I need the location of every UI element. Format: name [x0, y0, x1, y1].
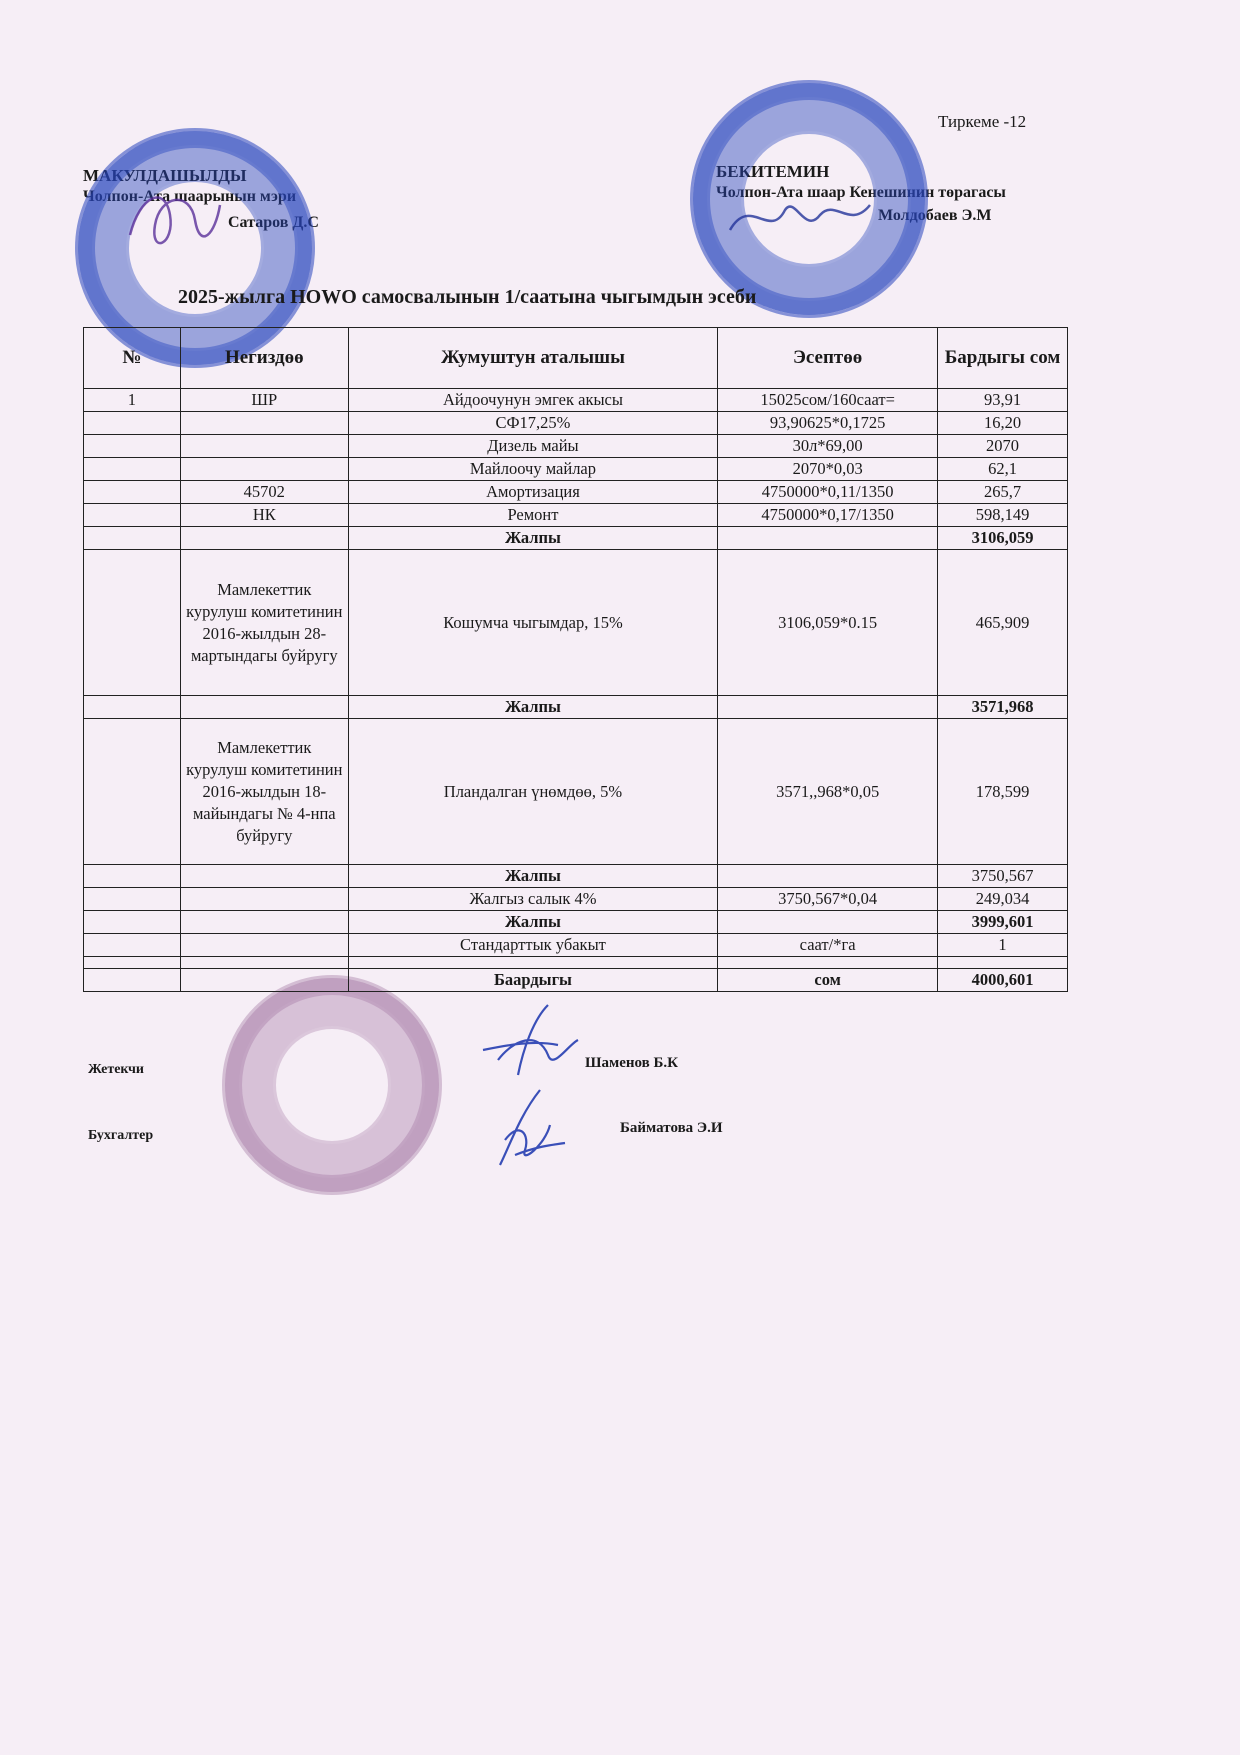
cell-total: 249,034 [938, 888, 1068, 911]
attachment-label: Тиркеме -12 [938, 112, 1027, 131]
cell-calculation [718, 696, 938, 719]
cell-number [84, 696, 181, 719]
cell-basis [180, 527, 348, 550]
cell-basis [180, 696, 348, 719]
cell-number: 1 [84, 389, 181, 412]
cell-calculation: 3106,059*0.15 [718, 550, 938, 696]
table-row [84, 550, 1068, 696]
cell-basis: НК [180, 504, 348, 527]
cell-basis: Мамлекеттик курулуш комитетинин 2016-жылдын 28-мартындагы буйругу [180, 550, 348, 696]
table-row [84, 888, 1068, 911]
table-row [84, 412, 1068, 435]
cell-total: 3571,968 [938, 696, 1068, 719]
cell-total: 93,91 [938, 389, 1068, 412]
cell-calculation [718, 911, 938, 934]
cell-number [84, 957, 181, 969]
cell-total: 16,20 [938, 412, 1068, 435]
header-calculation: Эсептөө [718, 328, 938, 389]
left-approval-name: Сатаров Д.С [228, 214, 319, 231]
cell-total: 1 [938, 934, 1068, 957]
cell-total: 3999,601 [938, 911, 1068, 934]
cell-total: 2070 [938, 435, 1068, 458]
cell-basis [180, 458, 348, 481]
cell-work-name: Кошумча чыгымдар, 15% [348, 550, 717, 696]
cell-calculation [718, 865, 938, 888]
cell-work-name: Баардыгы [348, 969, 717, 992]
header-work-name: Жумуштун аталышы [348, 328, 717, 389]
right-approval-heading: БЕКИТЕМИН [716, 162, 830, 181]
subtotal-row [84, 865, 1068, 888]
empty-row [84, 957, 1068, 969]
table-row [84, 435, 1068, 458]
cell-number [84, 504, 181, 527]
cell-basis [180, 957, 348, 969]
cell-work-name: Жалпы [348, 865, 717, 888]
cell-calculation: 30л*69,00 [718, 435, 938, 458]
document-title: 2025-жылга HOWO самосвалынын 1/саатына чыгымдын эсеби [178, 286, 757, 308]
cell-basis [180, 412, 348, 435]
cell-work-name: Амортизация [348, 481, 717, 504]
subtotal-row [84, 911, 1068, 934]
cell-total: 598,149 [938, 504, 1068, 527]
grand-total-row [84, 969, 1068, 992]
cell-number [84, 435, 181, 458]
cell-calculation [718, 957, 938, 969]
cell-work-name: Пландалган үнөмдөө, 5% [348, 719, 717, 865]
cell-total: 465,909 [938, 550, 1068, 696]
table-header-row [84, 328, 1068, 389]
cell-total: 3750,567 [938, 865, 1068, 888]
cell-number [84, 481, 181, 504]
cell-work-name: Айдоочунун эмгек акысы [348, 389, 717, 412]
cell-number [84, 888, 181, 911]
cell-work-name: Жалпы [348, 911, 717, 934]
cell-basis [180, 911, 348, 934]
cell-number [84, 719, 181, 865]
cell-basis [180, 865, 348, 888]
head-label: Жетекчи [88, 1062, 144, 1077]
cell-basis [180, 934, 348, 957]
table-row [84, 389, 1068, 412]
cell-calculation: 3750,567*0,04 [718, 888, 938, 911]
table-row [84, 458, 1068, 481]
cell-calculation: 4750000*0,17/1350 [718, 504, 938, 527]
cell-work-name [348, 957, 717, 969]
cell-number [84, 550, 181, 696]
cell-work-name: Стандарттык убакыт [348, 934, 717, 957]
cell-work-name: Ремонт [348, 504, 717, 527]
cell-calculation: 2070*0,03 [718, 458, 938, 481]
cell-number [84, 969, 181, 992]
cell-total [938, 957, 1068, 969]
cell-number [84, 458, 181, 481]
accountant-name: Байматова Э.И [620, 1120, 723, 1136]
cell-basis [180, 888, 348, 911]
cell-total: 3106,059 [938, 527, 1068, 550]
subtotal-row [84, 696, 1068, 719]
table-row [84, 504, 1068, 527]
left-approval-position: Чолпон-Ата шаарынын мэри [83, 188, 297, 205]
cell-basis [180, 969, 348, 992]
cell-calculation: 3571,,968*0,05 [718, 719, 938, 865]
cell-calculation: 4750000*0,11/1350 [718, 481, 938, 504]
cell-basis [180, 435, 348, 458]
accountant-label: Бухгалтер [88, 1128, 154, 1143]
cell-basis: 45702 [180, 481, 348, 504]
cell-basis: ШР [180, 389, 348, 412]
cell-number [84, 527, 181, 550]
cell-total: 4000,601 [938, 969, 1068, 992]
header-total: Бардыгы сом [938, 328, 1068, 389]
enterprise-seal-stamp [222, 975, 442, 1195]
cell-total: 62,1 [938, 458, 1068, 481]
cell-number [84, 412, 181, 435]
right-approval-name: Молдобаев Э.М [878, 207, 992, 224]
cell-calculation [718, 527, 938, 550]
cell-calculation: 93,90625*0,1725 [718, 412, 938, 435]
cell-basis: Мамлекеттик курулуш комитетинин 2016-жылдын 18-майындагы № 4-нпа буйругу [180, 719, 348, 865]
cell-total: 178,599 [938, 719, 1068, 865]
cell-work-name: Майлоочу майлар [348, 458, 717, 481]
cell-total: 265,7 [938, 481, 1068, 504]
head-name: Шаменов Б.К [585, 1055, 679, 1071]
header-basis: Негиздөө [180, 328, 348, 389]
cell-number [84, 865, 181, 888]
cell-number [84, 934, 181, 957]
left-approval-heading: МАКУЛДАШЫЛДЫ [83, 166, 247, 185]
cell-number [84, 911, 181, 934]
accountant-signature [490, 1085, 570, 1170]
cell-work-name: Жалпы [348, 527, 717, 550]
cell-work-name: СФ17,25% [348, 412, 717, 435]
subtotal-row [84, 527, 1068, 550]
table-row [84, 934, 1068, 957]
cell-work-name: Жалпы [348, 696, 717, 719]
table-row [84, 719, 1068, 865]
cell-calculation: сом [718, 969, 938, 992]
head-signature [478, 1000, 588, 1080]
cell-calculation: саат/*га [718, 934, 938, 957]
cell-work-name: Жалгыз салык 4% [348, 888, 717, 911]
mayor-signature [120, 175, 230, 265]
cell-calculation: 15025сом/160саат= [718, 389, 938, 412]
cell-work-name: Дизель майы [348, 435, 717, 458]
right-approval-position: Чолпон-Ата шаар Кенешинин төрагасы [716, 184, 1006, 201]
cost-calculation-table [83, 327, 1068, 992]
council-signature [725, 190, 875, 245]
header-number: № [84, 328, 181, 389]
table-row [84, 481, 1068, 504]
